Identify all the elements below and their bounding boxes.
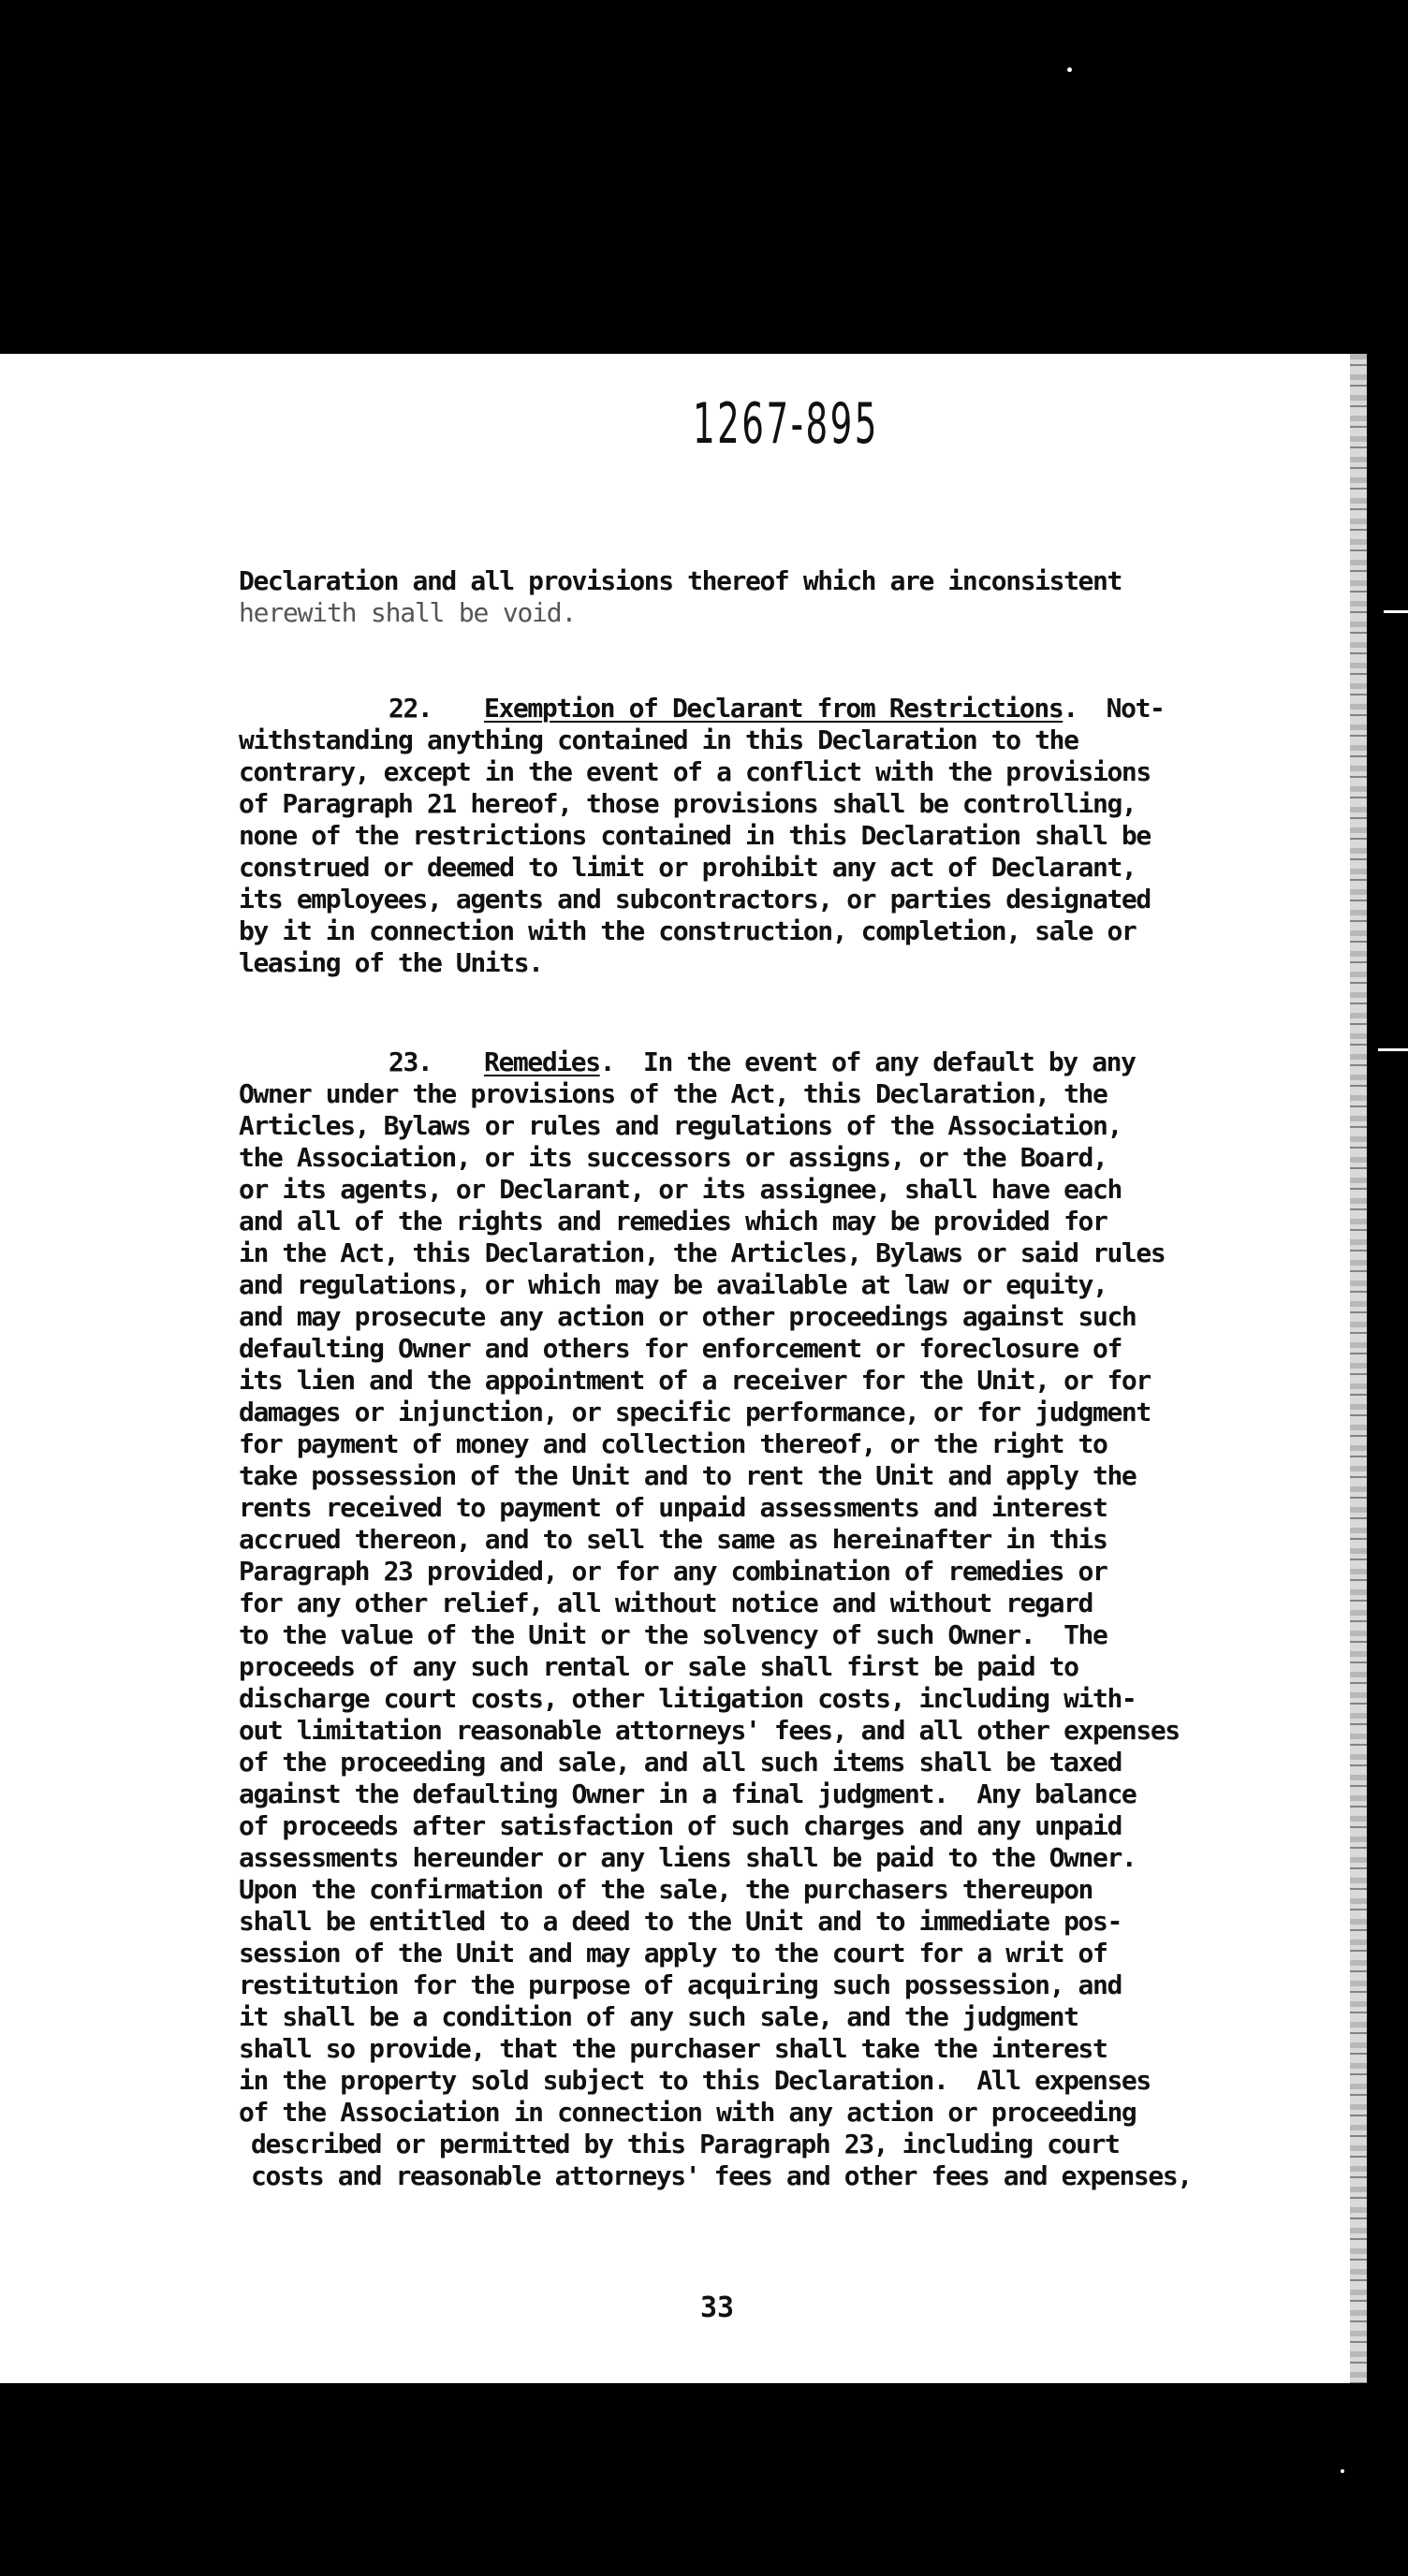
section-23-line: damages or injunction, or specific performance, or for judgment — [239, 1397, 1151, 1427]
section-23-line: it shall be a condition of any such sale, and the judgment — [239, 2001, 1078, 2032]
section-23-line: and may prosecute any action or other proceedings against such — [239, 1301, 1137, 1332]
section-22-line: withstanding anything contained in this Declaration to the — [239, 724, 1078, 755]
section-23-line: and all of the rights and remedies which may be provided for — [239, 1206, 1107, 1237]
section-23-line: shall so provide, that the purchaser shall take the interest — [239, 2033, 1107, 2064]
section-23-line: and regulations, or which may be available at law or equity, — [239, 1269, 1107, 1300]
section-23-line: described or permitted by this Paragraph 23, including court — [251, 2129, 1120, 2159]
section-23-line: for payment of money and collection thereof, or the right to — [239, 1428, 1107, 1459]
dust-speck — [1341, 2469, 1344, 2473]
section-22-line: its employees, agents and subcontractors, or parties designated — [239, 884, 1151, 915]
section-22-line: contrary, except in the event of a conflict with the provisions — [239, 756, 1151, 787]
section-23-line: Articles, Bylaws or rules and regulations of the Association, — [239, 1110, 1122, 1141]
edge-tick-right-1 — [1384, 610, 1408, 613]
page-reference-number: 1267-895 — [693, 391, 879, 457]
page-edge-strip — [1350, 354, 1367, 2383]
section-23-line: proceeds of any such rental or sale shall first be paid to — [239, 1651, 1078, 1682]
section-22-first-line — [239, 693, 1165, 724]
section-23-line: defaulting Owner and others for enforcement or foreclosure of — [239, 1333, 1122, 1364]
section-23-line: assessments hereunder or any liens shall be paid to the Owner. — [239, 1842, 1137, 1873]
section-23-line: restitution for the purpose of acquiring such possession, and — [239, 1969, 1122, 2000]
section-23-line: Upon the confirmation of the sale, the purchasers thereupon — [239, 1874, 1093, 1905]
section-23-line: to the value of the Unit or the solvency of such Owner. The — [239, 1619, 1107, 1650]
section-23-line: out limitation reasonable attorneys' fees, and all other expenses — [239, 1715, 1180, 1746]
section-23-line: in the Act, this Declaration, the Articles, Bylaws or said rules — [239, 1237, 1166, 1268]
section-23-line: rents received to payment of unpaid assessments and interest — [239, 1492, 1107, 1523]
section-23-heading: Remedies — [484, 1046, 600, 1077]
page-number: 33 — [700, 2291, 735, 2324]
carryover-line: herewith shall be void. — [239, 597, 577, 628]
section-22-line: of Paragraph 21 hereof, those provisions shall be controlling, — [239, 788, 1137, 819]
edge-tick-left-1 — [0, 610, 13, 613]
section-22-heading: Exemption of Declarant from Restrictions — [484, 693, 1063, 724]
section-22-line: leasing of the Units. — [239, 947, 543, 978]
edge-tick-left-2 — [0, 1048, 21, 1051]
section-23-line: in the property sold subject to this Declaration. All expenses — [239, 2065, 1151, 2096]
section-22-line: none of the restrictions contained in this Declaration shall be — [239, 820, 1151, 851]
section-23-number: 23. — [389, 1046, 433, 1077]
section-23-line: Owner under the provisions of the Act, this Declaration, the — [239, 1078, 1107, 1109]
section-23-line: of the proceeding and sale, and all such items shall be taxed — [239, 1747, 1122, 1778]
section-23-line: shall be entitled to a deed to the Unit and to immediate pos- — [239, 1906, 1122, 1937]
section-23-line: Paragraph 23 provided, or for any combination of remedies or — [239, 1556, 1107, 1587]
carryover-line: Declaration and all provisions thereof which are inconsistent — [239, 565, 1122, 596]
edge-tick-right-2 — [1378, 1048, 1408, 1051]
section-23-line: for any other relief, all without notice and without regard — [239, 1588, 1093, 1618]
section-23-line: of proceeds after satisfaction of such charges and any unpaid — [239, 1810, 1122, 1841]
section-23-line: against the defaulting Owner in a final judgment. Any balance — [239, 1778, 1137, 1809]
section-23-line: take possession of the Unit and to rent the Unit and apply the — [239, 1460, 1137, 1491]
section-22-number: 22. — [389, 693, 433, 724]
dust-speck — [1067, 67, 1072, 72]
section-23-first-line-text: . In the event of any default by any — [599, 1046, 1136, 1077]
section-23-line: its lien and the appointment of a receiver for the Unit, or for — [239, 1365, 1151, 1396]
section-22-line: construed or deemed to limit or prohibit any act of Declarant, — [239, 852, 1137, 883]
section-23-line: or its agents, or Declarant, or its assignee, shall have each — [239, 1174, 1122, 1205]
section-23-line: costs and reasonable attorneys' fees and other fees and expenses, — [251, 2160, 1192, 2191]
section-23-first-line — [239, 1046, 1136, 1078]
section-23-line: accrued thereon, and to sell the same as hereinafter in this — [239, 1524, 1107, 1555]
section-23-line: of the Association in connection with any action or proceeding — [239, 2097, 1137, 2128]
section-22-first-line-text: . Not- — [1063, 693, 1165, 724]
section-23-line: discharge court costs, other litigation costs, including with- — [239, 1683, 1137, 1714]
section-23-line: the Association, or its successors or assigns, or the Board, — [239, 1142, 1107, 1173]
section-23-line: session of the Unit and may apply to the court for a writ of — [239, 1938, 1107, 1969]
section-22-line: by it in connection with the construction, completion, sale or — [239, 915, 1137, 946]
